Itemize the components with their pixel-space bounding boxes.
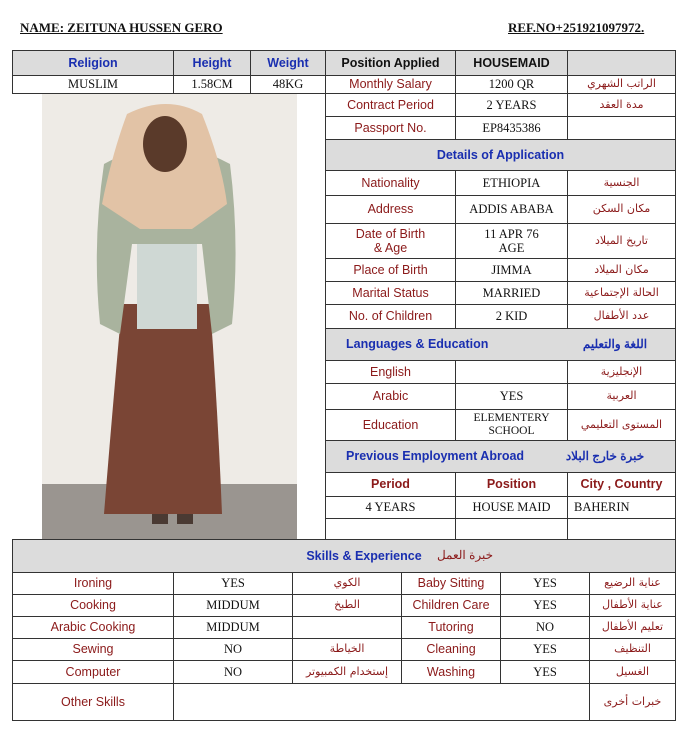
skill-baby-sitting-arabic: عناية الرضيع xyxy=(589,572,676,595)
skill-baby-sitting-label: Baby Sitting xyxy=(401,572,501,595)
children-value: 2 KID xyxy=(455,304,568,329)
skill-cooking-label: Cooking xyxy=(12,594,174,617)
address-arabic: مكان السكن xyxy=(567,195,676,224)
passport-label: Passport No. xyxy=(325,116,456,140)
contract-period-value: 2 YEARS xyxy=(455,93,568,117)
skill-tutoring-label: Tutoring xyxy=(401,616,501,639)
skills-section-title: Skills & Experience xyxy=(12,539,676,573)
contract-period-arabic: مدة العقد xyxy=(567,93,676,117)
skill-computer-value: NO xyxy=(173,660,293,684)
skill-sewing-label: Sewing xyxy=(12,638,174,661)
employment-section-title: Previous Employment Abroad xyxy=(325,440,676,473)
passport-arabic xyxy=(567,116,676,140)
birthplace-arabic: مكان الميلاد xyxy=(567,258,676,282)
skills-section-title-arabic: خبرة العمل xyxy=(436,548,494,563)
skill-cooking-arabic: الطبخ xyxy=(292,594,402,617)
children-label: No. of Children xyxy=(325,304,456,329)
skill-cleaning-value: YES xyxy=(500,638,590,661)
address-label: Address xyxy=(325,195,456,224)
employment-empty-cell xyxy=(567,518,676,540)
details-section-title: Details of Application xyxy=(325,139,676,171)
weight-header: Weight xyxy=(250,50,326,76)
employment-empty-cell xyxy=(455,518,568,540)
other-skills-value xyxy=(173,683,590,721)
employment-period: 4 YEARS xyxy=(325,496,456,519)
marital-status-label: Marital Status xyxy=(325,281,456,305)
languages-section-title: Languages & Education xyxy=(325,328,676,361)
position-header: Position xyxy=(455,472,568,497)
english-label: English xyxy=(325,360,456,384)
employment-empty-cell xyxy=(325,518,456,540)
position-applied-arabic xyxy=(567,50,676,76)
salary-arabic: الراتب الشهري xyxy=(567,75,676,94)
skill-baby-sitting-value: YES xyxy=(500,572,590,595)
employment-position: HOUSE MAID xyxy=(455,496,568,519)
skill-tutoring-arabic: تعليم الأطفال xyxy=(589,616,676,639)
skill-ironing-arabic: الكوي xyxy=(292,572,402,595)
birthplace-label: Place of Birth xyxy=(325,258,456,282)
salary-label: Monthly Salary xyxy=(325,75,456,94)
education-arabic: المستوى التعليمي xyxy=(567,409,676,441)
dob-label: Date of Birth & Age xyxy=(325,223,456,259)
skill-arabic-cooking-arabic xyxy=(292,616,402,639)
weight-value: 48KG xyxy=(250,75,326,94)
religion-value: MUSLIM xyxy=(12,75,174,94)
other-skills-label: Other Skills xyxy=(12,683,174,721)
dob-arabic: تاريخ الميلاد xyxy=(567,223,676,259)
salary-value: 1200 QR xyxy=(455,75,568,94)
applicant-name: NAME: ZEITUNA HUSSEN GERO xyxy=(20,20,223,35)
marital-status-arabic: الحالة الإجتماعية xyxy=(567,281,676,305)
education-value: ELEMENTERY SCHOOL xyxy=(455,409,568,441)
skill-cleaning-arabic: التنظيف xyxy=(589,638,676,661)
height-header: Height xyxy=(173,50,251,76)
height-value: 1.58CM xyxy=(173,75,251,94)
reference-number: REF.NO+251921097972. xyxy=(508,20,645,35)
skill-children-care-arabic: عناية الأطفال xyxy=(589,594,676,617)
skill-washing-arabic: الغسيل xyxy=(589,660,676,684)
nationality-arabic: الجنسية xyxy=(567,170,676,196)
dob-value: 11 APR 76 AGE xyxy=(455,223,568,259)
applicant-photo xyxy=(42,94,297,540)
skill-computer-arabic: إستخدام الكمبيوتر xyxy=(292,660,402,684)
marital-status-value: MARRIED xyxy=(455,281,568,305)
arabic-value: YES xyxy=(455,383,568,410)
skill-arabic-cooking-label: Arabic Cooking xyxy=(12,616,174,639)
english-value xyxy=(455,360,568,384)
languages-section-title-arabic: اللغة والتعليم xyxy=(582,337,648,352)
skill-children-care-value: YES xyxy=(500,594,590,617)
skill-cooking-value: MIDDUM xyxy=(173,594,293,617)
employment-country: BAHERIN xyxy=(567,496,676,519)
skill-ironing-value: YES xyxy=(173,572,293,595)
birthplace-value: JIMMA xyxy=(455,258,568,282)
skill-ironing-label: Ironing xyxy=(12,572,174,595)
skill-computer-label: Computer xyxy=(12,660,174,684)
skill-washing-label: Washing xyxy=(401,660,501,684)
skill-washing-value: YES xyxy=(500,660,590,684)
period-header: Period xyxy=(325,472,456,497)
english-arabic: الإنجليزية xyxy=(567,360,676,384)
contract-period-label: Contract Period xyxy=(325,93,456,117)
education-label: Education xyxy=(325,409,456,441)
address-value: ADDIS ABABA xyxy=(455,195,568,224)
skill-tutoring-value: NO xyxy=(500,616,590,639)
skill-cleaning-label: Cleaning xyxy=(401,638,501,661)
city-country-header: City , Country xyxy=(567,472,676,497)
employment-section-title-arabic: خبرة خارج البلاد xyxy=(565,449,645,464)
arabic-arabic: العربية xyxy=(567,383,676,410)
passport-value: EP8435386 xyxy=(455,116,568,140)
arabic-label: Arabic xyxy=(325,383,456,410)
religion-header: Religion xyxy=(12,50,174,76)
position-applied-value: HOUSEMAID xyxy=(455,50,568,76)
other-skills-arabic: خبرات أخرى xyxy=(589,683,676,721)
skill-sewing-value: NO xyxy=(173,638,293,661)
position-applied-label: Position Applied xyxy=(325,50,456,76)
skill-arabic-cooking-value: MIDDUM xyxy=(173,616,293,639)
skill-sewing-arabic: الخياطة xyxy=(292,638,402,661)
nationality-value: ETHIOPIA xyxy=(455,170,568,196)
children-arabic: عدد الأطفال xyxy=(567,304,676,329)
skill-children-care-label: Children Care xyxy=(401,594,501,617)
nationality-label: Nationality xyxy=(325,170,456,196)
